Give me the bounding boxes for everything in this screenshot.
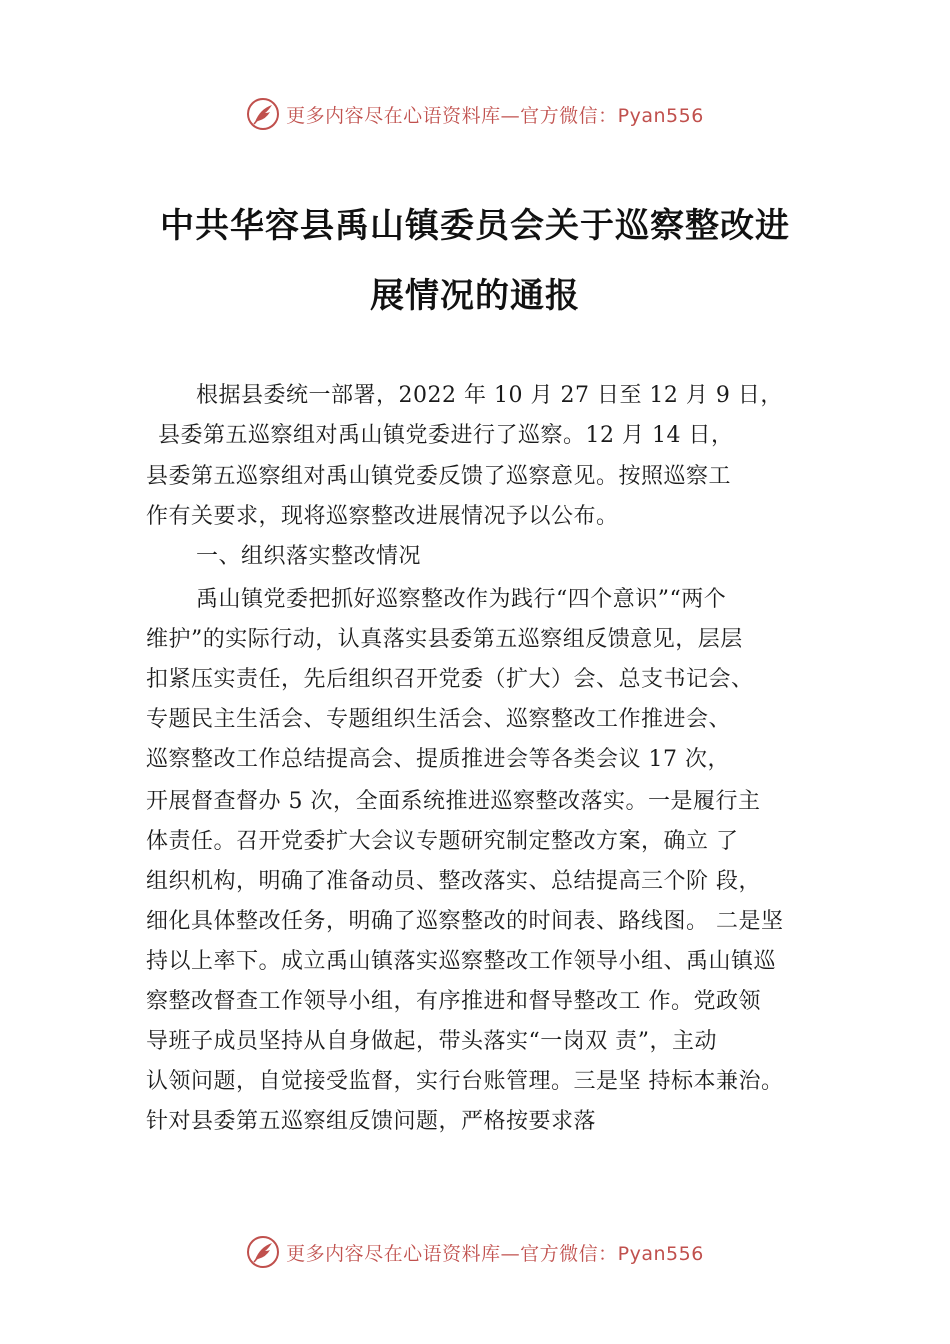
body-line: 扣紧压实责任，先后组织召开党委（扩大）会、总支书记会、 — [146, 667, 754, 692]
body-line: 根据县委统一部署，2022 年 10 月 27 日至 12 月 9 日， — [196, 383, 783, 408]
body-line: 禹山镇党委把抓好巡察整改作为践行“四个意识”“两个 — [196, 587, 727, 612]
body-line: 开展督查督办 5 次，全面系统推进巡察整改落实。一是履行主 — [146, 789, 761, 814]
quill-logo-icon — [246, 1235, 280, 1269]
body-line: 针对县委第五巡察组反馈问题，严格按要求落 — [146, 1109, 597, 1134]
body-line: 体责任。召开党委扩大会议专题研究制定整改方案，确立 了 — [146, 829, 739, 854]
body-line: 察整改督查工作领导小组，有序推进和督导整改工 作。党政领 — [146, 989, 761, 1014]
body-line: 县委第五巡察组对禹山镇党委进行了巡察。12 月 14 日， — [158, 423, 734, 448]
body-line: 县委第五巡察组对禹山镇党委反馈了巡察意见。按照巡察工 — [146, 464, 732, 489]
body-line: 组织机构，明确了准备动员、整改落实、总结提高三个阶 段， — [146, 869, 761, 894]
body-line: 认领问题，自觉接受监督，实行台账管理。三是坚 持标本兼治。 — [146, 1069, 784, 1094]
body-line: 导班子成员坚持从自身做起，带头落实“一岗双 责”，主动 — [146, 1029, 717, 1054]
body-line: 作有关要求，现将巡察整改进展情况予以公布。 — [146, 504, 619, 529]
section-heading: 一、组织落实整改情况 — [196, 544, 422, 569]
body-line: 细化具体整改任务，明确了巡察整改的时间表、路线图。 二是坚 — [146, 909, 784, 934]
wechat-id: Pyan556 — [617, 104, 704, 127]
banner-text: 更多内容尽在心语资料库—官方微信：Pyan556 — [286, 104, 704, 127]
document-title-line-2: 展情况的通报 — [370, 276, 580, 316]
quill-logo-icon — [246, 97, 280, 131]
header-banner — [0, 94, 950, 134]
body-line: 巡察整改工作总结提高会、提质推进会等各类会议 17 次， — [146, 747, 730, 772]
banner-text: 更多内容尽在心语资料库—官方微信：Pyan556 — [286, 1242, 704, 1265]
body-line: 专题民主生活会、专题组织生活会、巡察整改工作推进会、 — [146, 707, 732, 732]
body-line: 维护”的实际行动，认真落实县委第五巡察组反馈意见，层层 — [146, 627, 743, 652]
wechat-id: Pyan556 — [617, 1242, 704, 1265]
footer-banner — [0, 1232, 950, 1272]
body-line: 持以上率下。成立禹山镇落实巡察整改工作领导小组、禹山镇巡 — [146, 949, 777, 974]
document-title-line-1: 中共华容县禹山镇委员会关于巡察整改进 — [160, 206, 790, 246]
